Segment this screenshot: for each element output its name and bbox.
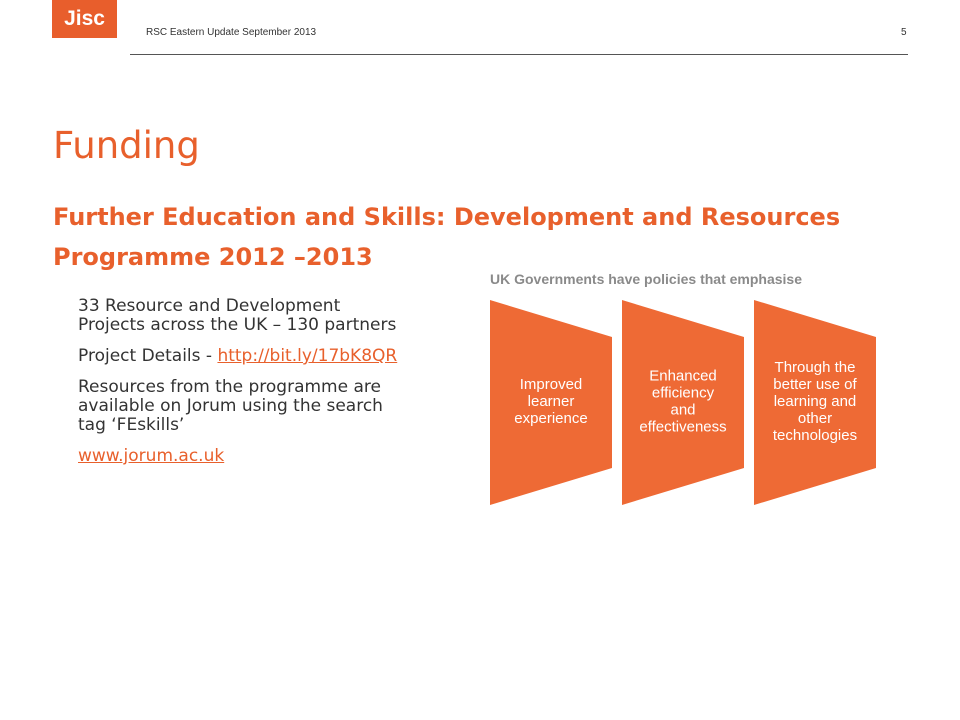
policy-diagram bbox=[485, 265, 885, 515]
step-enhanced-efficiency-label: efficiency bbox=[651, 384, 715, 402]
project-details-label: Project Details - bbox=[78, 346, 218, 366]
bullet-resources: Resources from the programme are available on Jorum using the search tag ‘FEskills’ bbox=[78, 377, 383, 435]
step-better-use-of-technologies-label: better use of bbox=[773, 376, 857, 393]
step-improved-learner-experience-label: learner bbox=[527, 393, 575, 410]
diagram-heading: UK Governments have policies that emphasise bbox=[490, 271, 802, 287]
header-divider bbox=[130, 54, 908, 55]
step-better-use-of-technologies-label: other bbox=[797, 410, 833, 427]
bullet-project-details bbox=[78, 347, 408, 366]
project-details-link[interactable]: http://bit.ly/17bK8QR bbox=[217, 346, 398, 366]
step-better-use-of-technologies-label: technologies bbox=[772, 427, 858, 444]
slide-subtitle: Further Education and Skills: Development and Resources Programme 2012 –2013 bbox=[53, 203, 841, 271]
slide-title: Funding bbox=[53, 124, 200, 167]
bullet-jorum bbox=[78, 447, 408, 466]
bullet-projects: 33 Resource and Development Projects across the UK – 130 partners bbox=[78, 296, 397, 335]
page-number: 5 bbox=[901, 27, 907, 38]
jisc-logo: Jisc bbox=[52, 0, 117, 38]
step-enhanced-efficiency-label: Enhanced bbox=[649, 367, 717, 385]
step-improved-learner-experience-label: experience bbox=[514, 410, 588, 427]
jorum-link[interactable]: www.jorum.ac.uk bbox=[78, 446, 225, 466]
step-enhanced-efficiency-label: and bbox=[670, 401, 696, 419]
step-better-use-of-technologies-label: learning and bbox=[773, 393, 857, 410]
presentation-title: RSC Eastern Update September 2013 bbox=[146, 27, 317, 38]
step-better-use-of-technologies-label: Through the bbox=[774, 359, 856, 376]
bullet-list bbox=[78, 297, 408, 478]
step-improved-learner-experience-label: Improved bbox=[519, 376, 583, 393]
step-enhanced-efficiency-label: effectiveness bbox=[639, 418, 727, 436]
